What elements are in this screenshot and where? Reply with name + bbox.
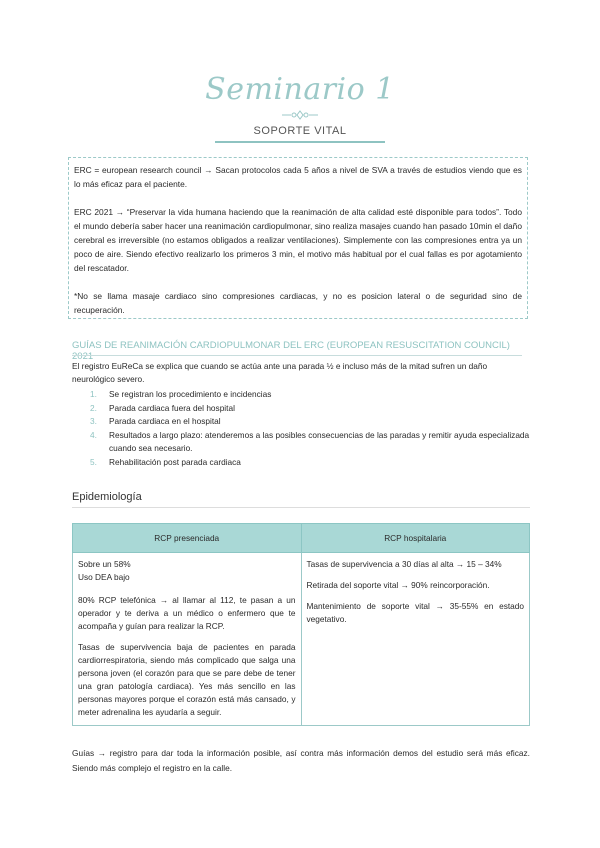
page-title: Seminario 1 <box>205 72 395 107</box>
list-item-text: Parada cardiaca en el hospital <box>109 416 221 426</box>
epidemiology-divider <box>72 507 530 508</box>
section-intro: El registro EuReCa se explica que cuando se actúa ante una parada ½ e incluso más de la mitad sufren un daño neurológico severo. <box>72 361 488 384</box>
section-divider <box>72 355 522 356</box>
intro-paragraph: *No se llama masaje cardiaco sino compresiones cardiacas, y no es posicion lateral o de seguridad sino de recuperación. <box>74 291 522 315</box>
table-row <box>73 553 530 726</box>
cell-text: Mantenimiento de soporte vital → 35-55% en estado vegetativo. <box>306 601 524 624</box>
list-item-text: Se registran los procedimiento e incidencias <box>109 389 272 399</box>
page-subtitle: SOPORTE VITAL <box>253 125 347 137</box>
numbered-list <box>90 388 530 469</box>
intro-box <box>68 157 528 319</box>
list-item <box>90 388 530 402</box>
list-number: 2. <box>90 402 97 413</box>
epidemiology-heading: Epidemiología <box>72 491 142 503</box>
column-header-rcp-presenciada: RCP presenciada <box>73 524 302 553</box>
column-header-rcp-hospitalaria: RCP hospitalaria <box>301 524 530 553</box>
section-heading: GUÍAS DE REANIMACIÓN CARDIOPULMONAR DEL ERC (EUROPEAN RESUSCITATION COUNCIL) 2021 <box>72 340 510 362</box>
footer-paragraph: Guías → registro para dar toda la información posible, así contra más información demos del estudio será más eficaz. Siendo más complejo el registro en la calle. <box>72 748 530 773</box>
title-underline <box>215 141 385 143</box>
list-item <box>90 415 530 429</box>
intro-paragraph: ERC 2021 → “Preservar la vida humana haciendo que la reanimación de alta calidad esté disponible para todos”. Todo el mundo debería saber hacer una reanimación cardiopulmonar, sino realiza masajes cuando han pasado 10min el daño cerebral es irreversible (no estamos obligados a realizar ventilaciones). Simplemente con las compresiones entra ya un poco de aire. Siendo efectivo realizarlo los primeros 3 min, el motivo más habitual por el cual fallas es por agotamiento del rescatador. <box>74 207 522 273</box>
list-item-text: Resultados a largo plazo: atenderemos a las posibles consecuencias de las paradas y remitir ayuda especializada cuando sea necesario. <box>109 429 530 453</box>
list-item <box>90 402 530 416</box>
cell-text: Tasas de supervivencia baja de pacientes en parada cardiorrespiratoria, siendo más complicado que salga una persona joven (el corazón para que se pare debe de tener una gran patología cardiaca). Yes más sencillo en las personas mayores porque el corazón está más cansado, y meter adrenalina les ayudaría a seguir. <box>78 642 296 717</box>
cell-text: Tasas de supervivencia a 30 días al alta → 15 – 34% <box>306 559 502 569</box>
list-item <box>90 429 530 456</box>
cell-text: Uso DEA bajo <box>78 572 130 582</box>
table-cell-rcp-presenciada <box>73 553 302 726</box>
table-cell-rcp-hospitalaria <box>301 553 530 726</box>
cell-text: Retirada del soporte vital → 90% reincorporación. <box>306 580 490 590</box>
ornament-divider-icon <box>282 110 318 120</box>
list-number: 3. <box>90 416 97 426</box>
epidemiology-table <box>72 523 530 726</box>
list-number: 5. <box>90 456 97 467</box>
cell-text: 80% RCP telefónica → al llamar al 112, te pasan a un operador y te deriva a un médico o enfermero que te acompaña y guían para realizar la RCP. <box>78 595 296 631</box>
table-header-row <box>73 524 530 553</box>
list-item-text: Rehabilitación post parada cardiaca <box>109 456 241 467</box>
cell-text: Sobre un 58% <box>78 559 131 569</box>
intro-paragraph: ERC = european research council → Sacan protocolos cada 5 años a nivel de SVA a través de estudios viendo que es lo más eficaz para el paciente. <box>74 165 522 189</box>
list-item-text: Parada cardiaca fuera del hospital <box>109 402 235 413</box>
list-number: 4. <box>90 429 97 440</box>
list-number: 1. <box>90 389 97 399</box>
list-item <box>90 456 530 470</box>
